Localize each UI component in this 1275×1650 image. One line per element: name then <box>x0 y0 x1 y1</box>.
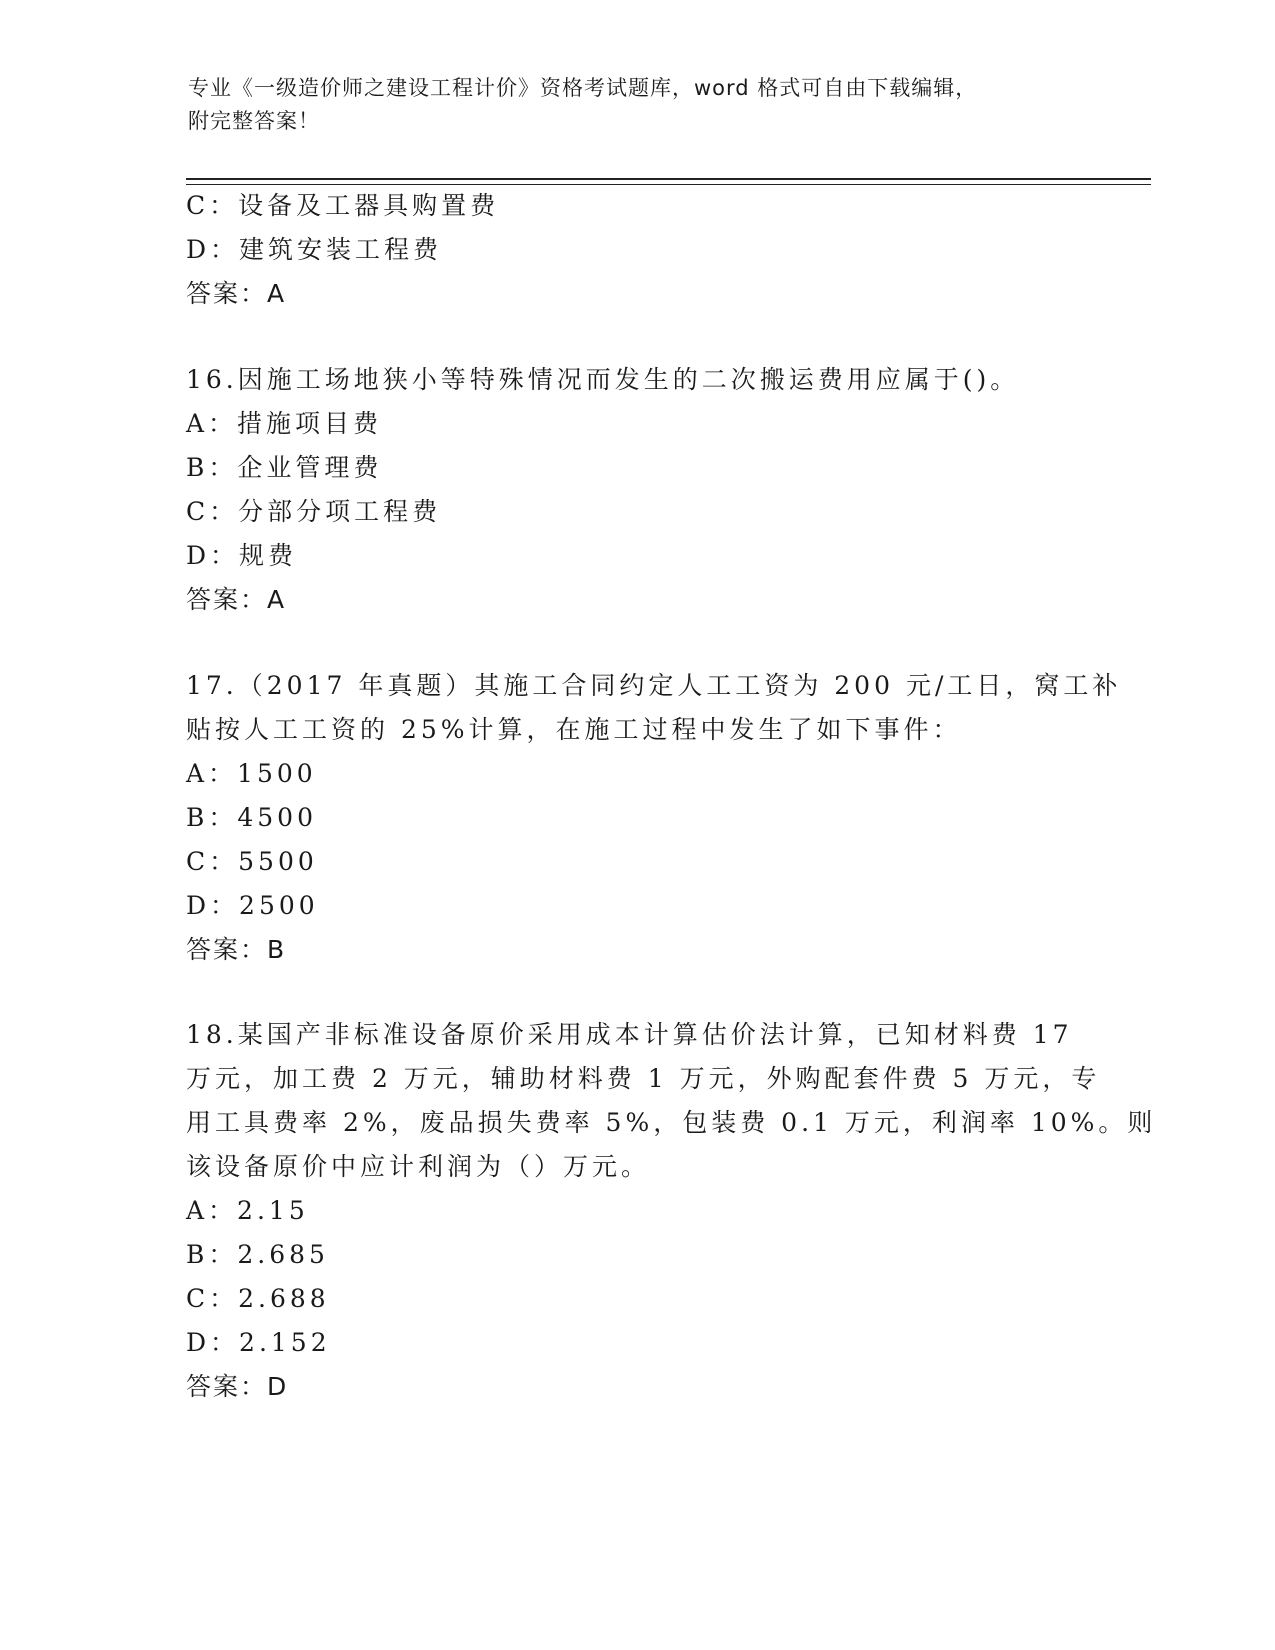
option-a: A：2.15 <box>186 1196 309 1225</box>
answer-line: 答案：A <box>186 279 287 308</box>
option-b: B：企业管理费 <box>186 453 383 482</box>
header-line-2: 附完整答案！ <box>188 109 320 133</box>
option-a: A：措施项目费 <box>186 409 383 438</box>
option-c: C：分部分项工程费 <box>186 497 442 526</box>
question-stem-18: 18.某国产非标准设备原价采用成本计算估价法计算，已知材料费 17 <box>186 1020 1073 1049</box>
option-b: B：2.685 <box>186 1240 329 1269</box>
answer-line: 答案：A <box>186 585 287 614</box>
option-d: D：2.152 <box>186 1328 331 1357</box>
option-a: A：1500 <box>186 759 317 788</box>
option-c: C：5500 <box>186 847 318 876</box>
answer-line: 答案：B <box>186 935 287 964</box>
option-d: D：建筑安装工程费 <box>186 235 443 264</box>
question-stem-18: 万元，加工费 2 万元，辅助材料费 1 万元，外购配套件费 5 万元，专 <box>186 1064 1101 1093</box>
question-stem-16: 16.因施工场地狭小等特殊情况而发生的二次搬运费用应属于()。 <box>186 365 1020 394</box>
option-b: B：4500 <box>186 803 317 832</box>
option-d: D：规费 <box>186 541 298 570</box>
question-stem-18: 该设备原价中应计利润为（）万元。 <box>186 1152 651 1181</box>
answer-line: 答案：D <box>186 1372 289 1401</box>
question-stem-17: 贴按人工工资的 25%计算，在施工过程中发生了如下事件： <box>186 715 962 744</box>
question-stem-17: 17.（2017 年真题）其施工合同约定人工工资为 200 元/工日，窝工补 <box>186 671 1122 700</box>
option-d: D：2500 <box>186 891 319 920</box>
option-c: C：设备及工器具购置费 <box>186 191 500 220</box>
question-stem-18: 用工具费率 2%，废品损失费率 5%，包装费 0.1 万元，利润率 10%。则 <box>186 1108 1157 1137</box>
header-line-1: 专业《一级造价师之建设工程计价》资格考试题库，word 格式可自由下载编辑， <box>188 76 978 100</box>
option-c: C：2.688 <box>186 1284 330 1313</box>
